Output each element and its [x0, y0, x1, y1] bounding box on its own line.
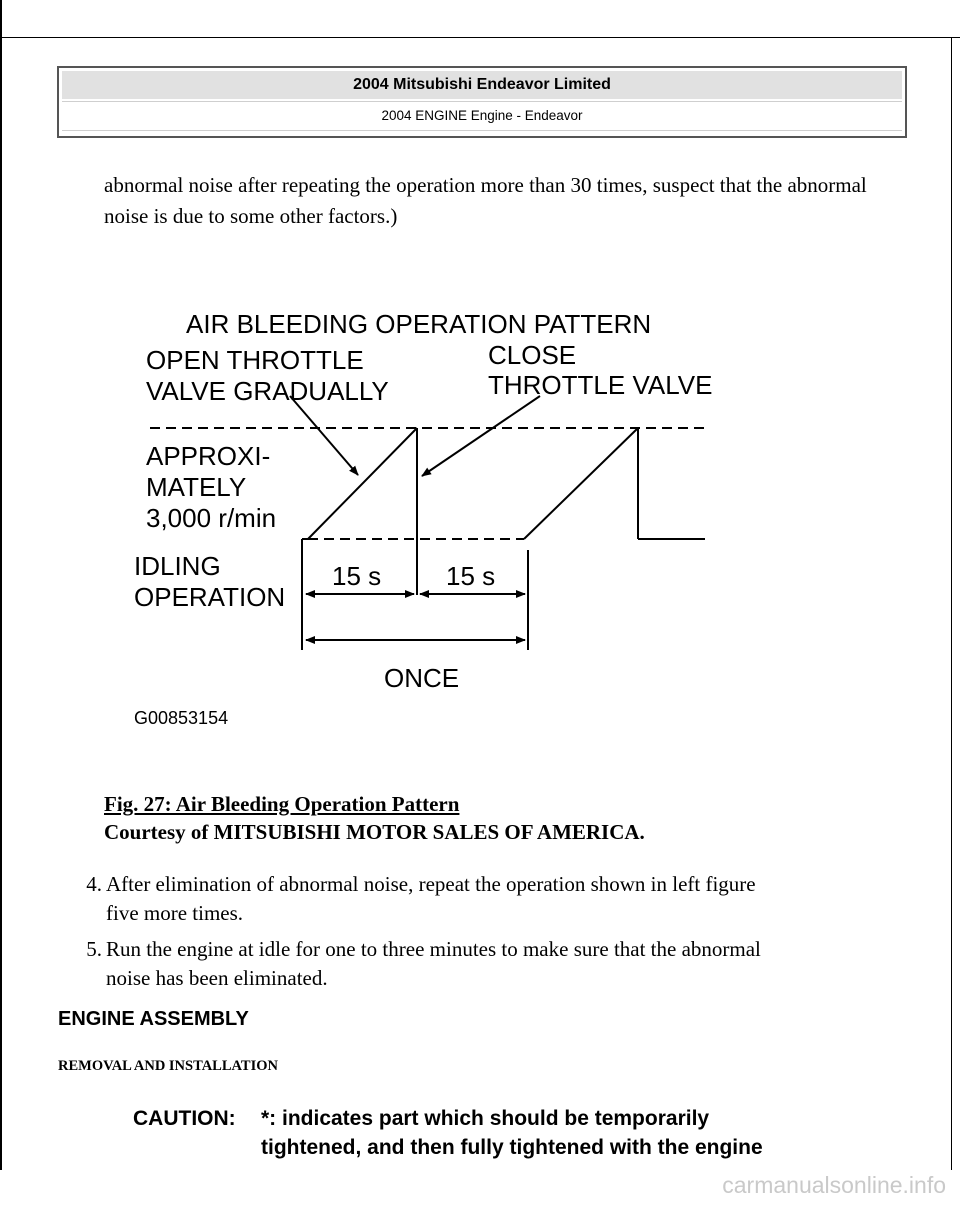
- open-throttle-pointer: [290, 396, 358, 475]
- ramp-2: [524, 428, 638, 539]
- label-approx-3: 3,000 r/min: [146, 503, 277, 533]
- step-number: 5.: [86, 937, 102, 961]
- air-bleeding-figure: [120, 300, 740, 740]
- interval-label-1: 15 s: [332, 561, 382, 591]
- ramp-1: [308, 428, 417, 539]
- label-close-2: THROTTLE VALVE: [488, 370, 713, 400]
- figure-code: G00853154: [134, 708, 229, 728]
- step-text: [106, 870, 906, 928]
- figure-caption: [104, 790, 645, 846]
- section-heading: ENGINE ASSEMBLY: [58, 1008, 249, 1030]
- label-idling-1: IDLING: [134, 551, 221, 581]
- step-item: [68, 870, 908, 930]
- step-text-line: noise has been eliminated.: [106, 966, 328, 990]
- header-title: 2004 Mitsubishi Endeavor Limited: [62, 71, 902, 101]
- label-open-throttle-1: OPEN THROTTLE: [146, 345, 364, 375]
- caption-credit: Courtesy of MITSUBISHI MOTOR SALES OF AMERICA.: [104, 820, 645, 844]
- step-number: 4.: [86, 872, 102, 896]
- caption-title: Fig. 27: Air Bleeding Operation Pattern: [104, 792, 460, 816]
- once-label: ONCE: [384, 663, 460, 693]
- figure-heading: AIR BLEEDING OPERATION PATTERN: [186, 309, 652, 339]
- caution-line: tightened, and then fully tightened with the engine: [261, 1136, 763, 1159]
- caution-label: CAUTION:: [133, 1107, 236, 1130]
- label-idling-2: OPERATION: [134, 582, 286, 612]
- step-text-line: After elimination of abnormal noise, repeat the operation shown in left figure: [106, 872, 756, 896]
- header-subtitle: 2004 ENGINE Engine - Endeavor: [62, 101, 902, 131]
- close-throttle-pointer: [422, 396, 540, 476]
- label-approx-1: APPROXI-: [146, 441, 271, 471]
- step-text: [106, 935, 906, 993]
- step-text-line: Run the engine at idle for one to three minutes to make sure that the abnormal: [106, 937, 761, 961]
- page-frame-left: [0, 0, 2, 1170]
- document-header: [57, 66, 907, 138]
- label-open-throttle-2: VALVE GRADUALLY: [146, 376, 389, 406]
- caution-line: *: indicates part which should be temporarily: [261, 1107, 710, 1130]
- intro-paragraph: abnormal noise after repeating the operation more than 30 times, suspect that the abnormal noise is due to some other factors.): [104, 173, 867, 228]
- label-close-1: CLOSE: [488, 340, 577, 370]
- page-frame-top: [0, 37, 960, 38]
- interval-label-2: 15 s: [446, 561, 496, 591]
- site-watermark: carmanualsonline.info: [722, 1172, 946, 1198]
- page-frame-right: [951, 37, 952, 1170]
- step-item: [68, 935, 908, 995]
- caution-body: [261, 1104, 911, 1162]
- label-approx-2: MATELY: [146, 472, 247, 502]
- step-text-line: five more times.: [106, 901, 244, 925]
- sub-heading: REMOVAL AND INSTALLATION: [58, 1058, 278, 1074]
